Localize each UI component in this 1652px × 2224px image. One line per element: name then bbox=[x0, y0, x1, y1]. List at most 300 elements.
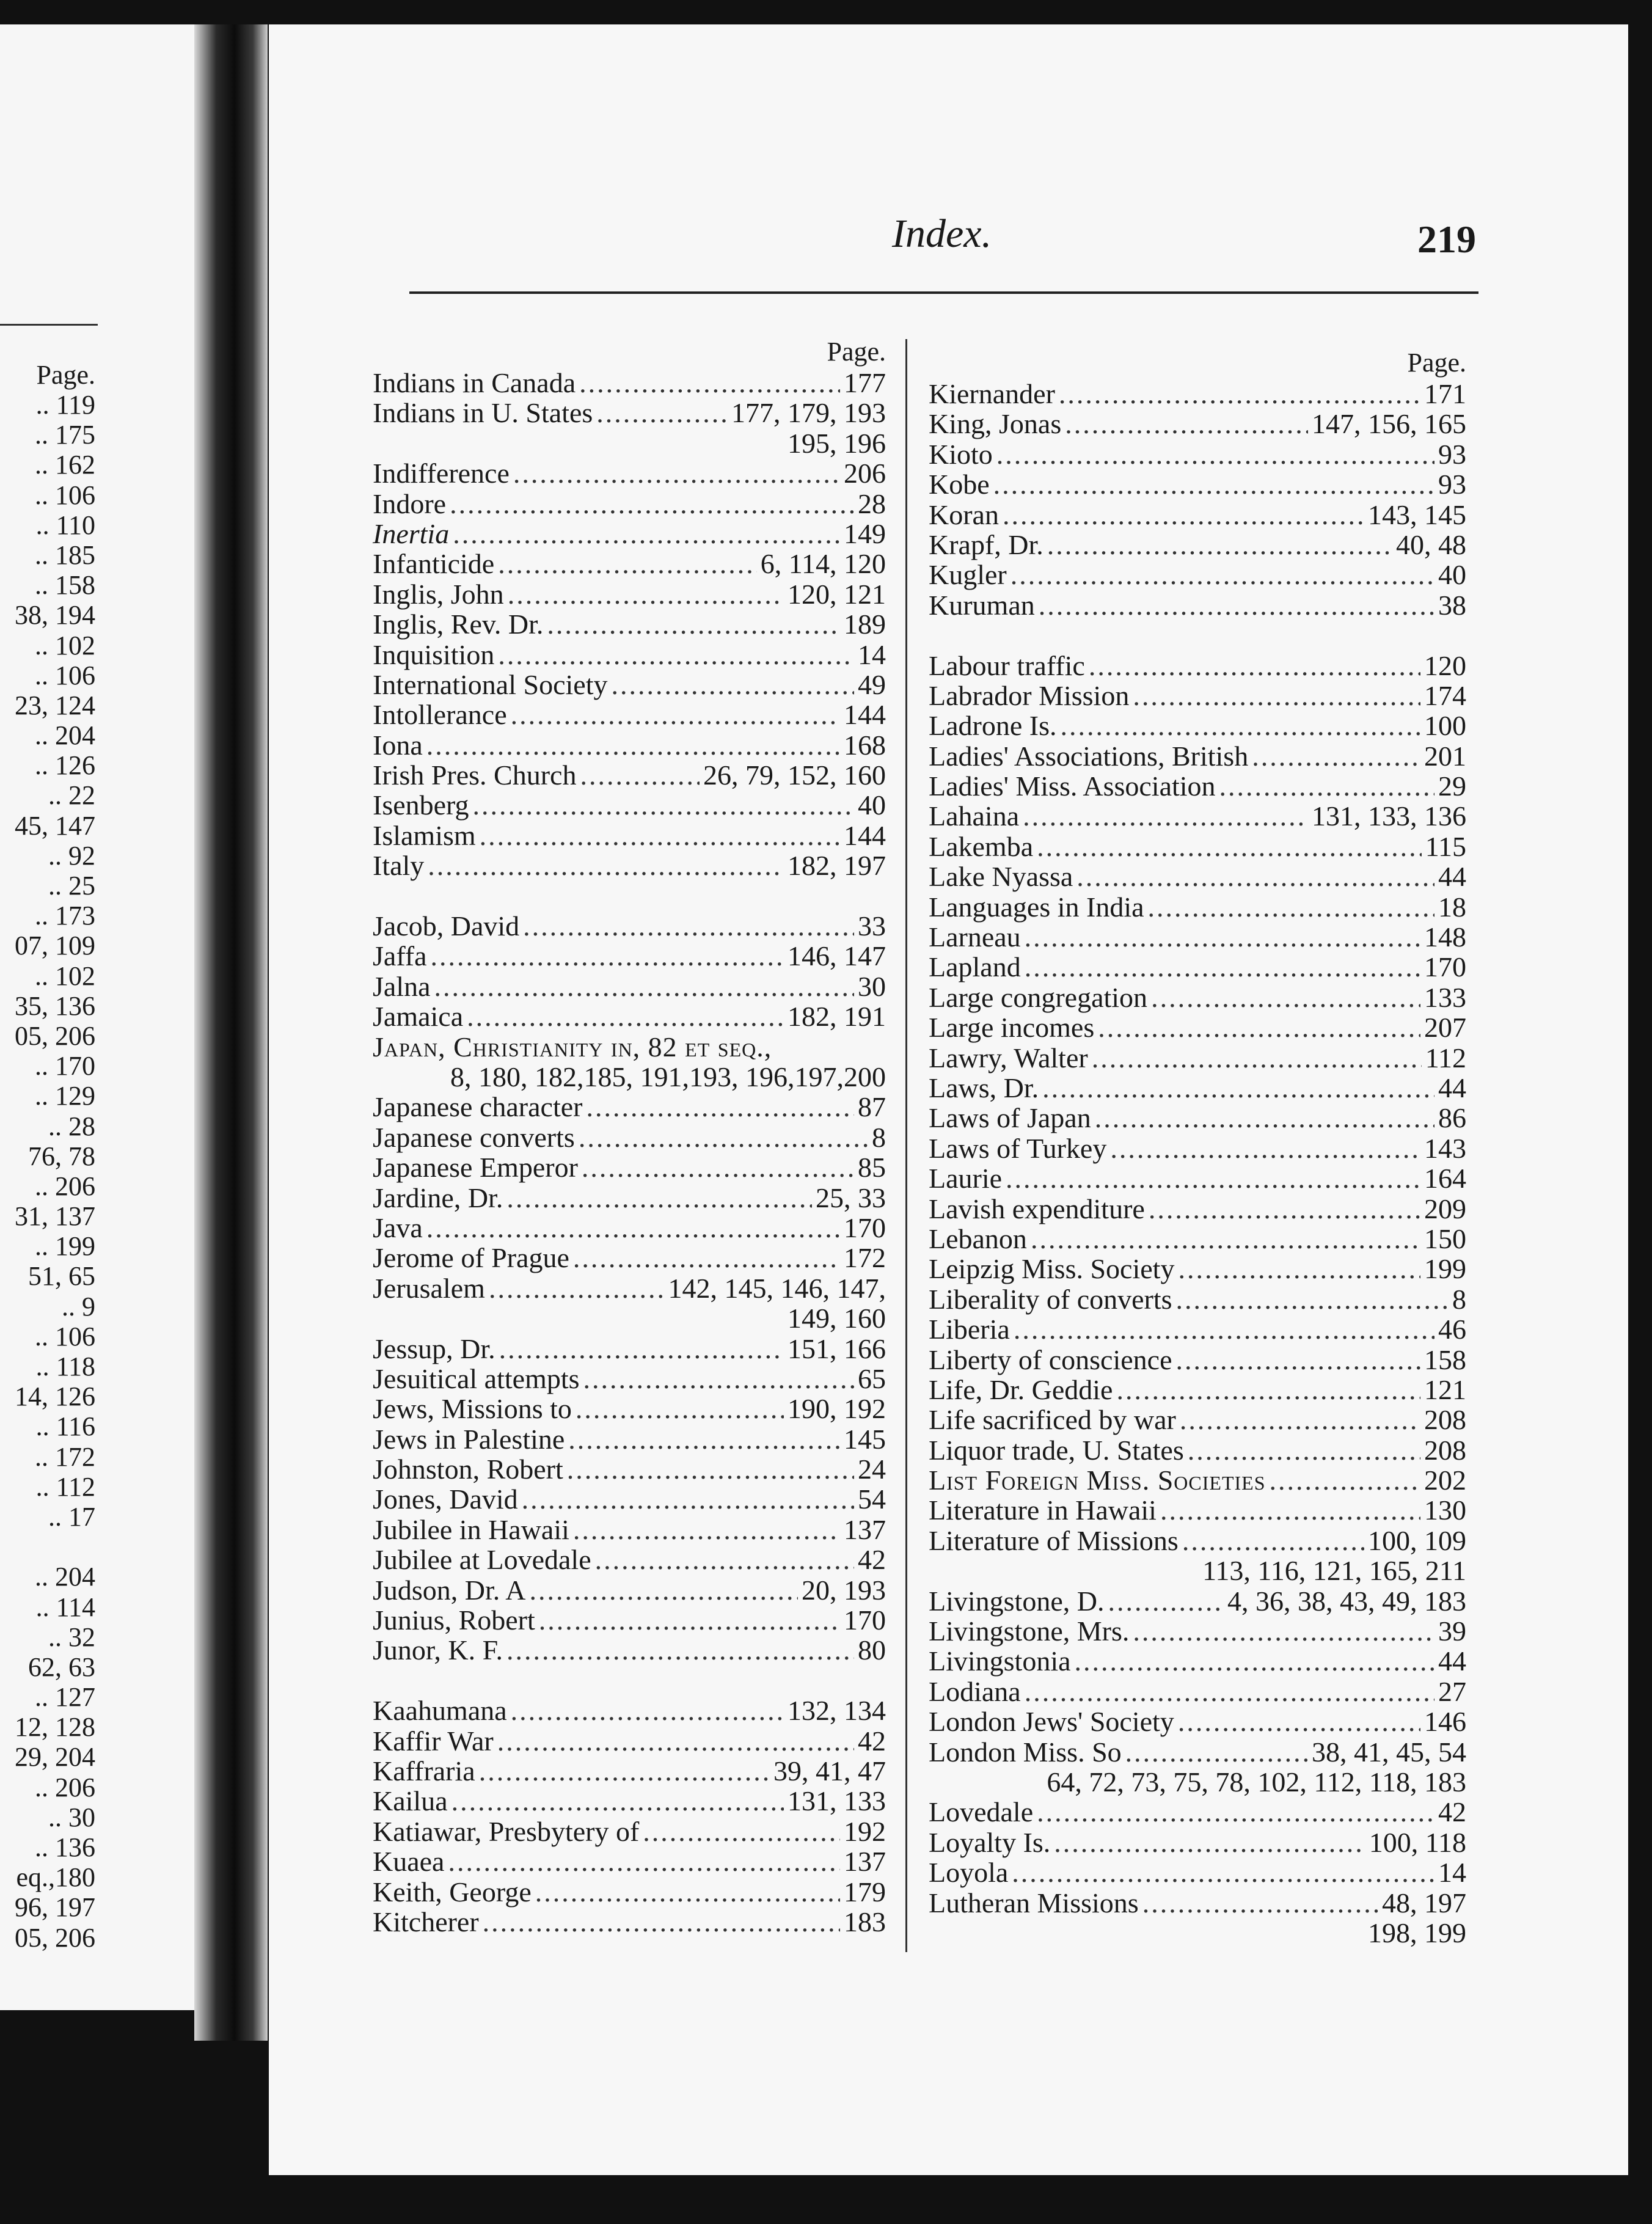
previous-page-number: .. 204 bbox=[35, 720, 95, 751]
index-entry bbox=[373, 640, 886, 670]
entry-pages: 44 bbox=[1438, 1645, 1466, 1677]
entry-term: Ladrone Is. bbox=[929, 710, 1057, 742]
previous-page-number: .. 185 bbox=[35, 540, 95, 570]
index-entry bbox=[373, 730, 886, 760]
entry-term: Katiawar, Presbytery of bbox=[373, 1815, 640, 1847]
previous-page-number: .. 32 bbox=[48, 1622, 95, 1652]
previous-page-number: .. 173 bbox=[35, 901, 95, 931]
index-entry bbox=[929, 1857, 1466, 1887]
index-entry bbox=[373, 1635, 886, 1665]
entry-term: King, Jonas bbox=[929, 408, 1062, 440]
index-column-left bbox=[373, 336, 886, 1937]
entry-pages: 195, 196 bbox=[788, 427, 886, 459]
index-entry bbox=[929, 711, 1466, 741]
entry-term: Kuruman bbox=[929, 589, 1035, 621]
index-page bbox=[269, 24, 1628, 2175]
index-entry bbox=[373, 1092, 886, 1122]
previous-page-number: .. 102 bbox=[35, 630, 95, 660]
dot-leader bbox=[580, 760, 700, 790]
dot-leader bbox=[1270, 1465, 1421, 1495]
entry-term: Junius, Robert bbox=[373, 1604, 535, 1636]
dot-leader bbox=[1133, 1616, 1435, 1646]
index-entry bbox=[373, 1152, 886, 1182]
index-entry bbox=[373, 1001, 886, 1031]
previous-page-number: .. 126 bbox=[35, 750, 95, 781]
entry-term: Lakemba bbox=[929, 830, 1034, 862]
entry-term: Liberia bbox=[929, 1314, 1010, 1345]
entry-pages: 144 bbox=[844, 819, 886, 851]
index-entry bbox=[373, 579, 886, 609]
index-entry bbox=[373, 1122, 886, 1152]
entry-pages: 85 bbox=[858, 1152, 886, 1183]
entry-term: Liquor trade, U. States bbox=[929, 1434, 1184, 1466]
dot-leader bbox=[535, 1877, 840, 1907]
index-entry bbox=[929, 1314, 1466, 1344]
dot-leader bbox=[428, 850, 784, 880]
index-entry bbox=[373, 1032, 886, 1062]
index-entry bbox=[929, 469, 1466, 499]
entry-pages: 149, 160 bbox=[788, 1303, 886, 1334]
dot-leader bbox=[506, 1635, 854, 1665]
index-entry bbox=[929, 1526, 1466, 1556]
index-entry bbox=[373, 1726, 886, 1756]
index-entry bbox=[929, 590, 1466, 620]
dot-leader bbox=[1089, 651, 1420, 681]
entry-pages: 29 bbox=[1438, 770, 1466, 802]
entry-pages: 115 bbox=[1425, 830, 1466, 862]
entry-term: Jerusalem bbox=[373, 1272, 485, 1304]
entry-term: Kaffir War bbox=[373, 1725, 494, 1757]
previous-page-number: .. 106 bbox=[35, 1321, 95, 1352]
dot-leader bbox=[426, 1213, 840, 1243]
entry-term: London Miss. So bbox=[929, 1736, 1122, 1768]
index-entry bbox=[373, 670, 886, 700]
index-entry bbox=[929, 1345, 1466, 1375]
dot-leader bbox=[1175, 1345, 1420, 1375]
entry-pages: 206 bbox=[844, 458, 886, 489]
index-entry bbox=[373, 700, 886, 730]
entry-term: List Foreign Miss. Societies bbox=[929, 1465, 1266, 1496]
entry-pages: 40 bbox=[1438, 559, 1466, 591]
index-entry-continuation bbox=[373, 428, 886, 458]
index-entry bbox=[373, 760, 886, 790]
entry-term: Laws of Japan bbox=[929, 1102, 1091, 1134]
dot-leader bbox=[499, 1334, 784, 1364]
entry-pages: 33 bbox=[858, 910, 886, 942]
entry-term: Jaffa bbox=[373, 940, 427, 972]
index-entry bbox=[373, 790, 886, 820]
entry-pages: 6, 114, 120 bbox=[760, 548, 886, 580]
dot-leader bbox=[489, 1273, 665, 1303]
entry-pages: 86 bbox=[1438, 1102, 1466, 1134]
index-entry bbox=[929, 892, 1466, 922]
entry-pages: 39, 41, 47 bbox=[773, 1755, 886, 1787]
entry-term: Lebanon bbox=[929, 1223, 1027, 1254]
entry-term: Languages in India bbox=[929, 891, 1144, 923]
index-entry bbox=[373, 1695, 886, 1725]
dot-leader bbox=[586, 1092, 854, 1122]
index-entry bbox=[929, 1284, 1466, 1314]
index-entry bbox=[373, 1273, 886, 1303]
entry-pages: 14 bbox=[858, 638, 886, 670]
entry-pages: 49 bbox=[858, 668, 886, 700]
entry-pages: 170 bbox=[844, 1604, 886, 1636]
entry-term: Literature in Hawaii bbox=[929, 1494, 1157, 1526]
entry-term: Lovedale bbox=[929, 1796, 1034, 1828]
entry-term: Kobe bbox=[929, 469, 990, 500]
dot-leader bbox=[1065, 409, 1308, 439]
entry-term: Kiernander bbox=[929, 378, 1055, 409]
entry-term: Large incomes bbox=[929, 1012, 1095, 1044]
entry-term: Large congregation bbox=[929, 981, 1148, 1013]
entry-term: Loyola bbox=[929, 1857, 1009, 1889]
entry-pages: 38 bbox=[1438, 589, 1466, 621]
index-entry bbox=[929, 922, 1466, 952]
entry-term: Islamism bbox=[373, 819, 476, 851]
dot-leader bbox=[508, 579, 784, 609]
entry-pages: 170 bbox=[1424, 951, 1466, 983]
index-entry bbox=[373, 1454, 886, 1484]
entry-term: Jardine, Dr. bbox=[373, 1182, 503, 1213]
entry-pages: 100, 109 bbox=[1368, 1524, 1466, 1556]
entry-term: Japanese converts bbox=[373, 1121, 575, 1153]
previous-page-number: .. 22 bbox=[48, 780, 95, 811]
index-entry bbox=[929, 1616, 1466, 1646]
index-entry bbox=[373, 1545, 886, 1575]
index-entry bbox=[929, 861, 1466, 891]
dot-leader bbox=[506, 1183, 812, 1213]
entry-term: Literature of Missions bbox=[929, 1524, 1179, 1556]
entry-pages: 93 bbox=[1438, 438, 1466, 470]
entry-pages: 100, 118 bbox=[1369, 1826, 1466, 1858]
entry-term: Lake Nyassa bbox=[929, 861, 1073, 893]
entry-term: Livingstone, Mrs. bbox=[929, 1615, 1130, 1647]
entry-term: Indifference bbox=[373, 458, 510, 489]
entry-term: Jubilee at Lovedale bbox=[373, 1544, 591, 1576]
entry-pages: 44 bbox=[1438, 861, 1466, 893]
entry-pages: 131, 133, 136 bbox=[1312, 800, 1466, 832]
dot-leader bbox=[547, 609, 840, 639]
entry-term: Infanticide bbox=[373, 548, 495, 580]
dot-leader bbox=[1151, 982, 1420, 1012]
entry-pages: 14 bbox=[1438, 1857, 1466, 1889]
entry-term: Life, Dr. Geddie bbox=[929, 1374, 1113, 1405]
dot-leader bbox=[1037, 832, 1422, 861]
entry-term: Kioto bbox=[929, 438, 993, 470]
entry-term: Irish Pres. Church bbox=[373, 759, 577, 791]
entry-pages: 44 bbox=[1438, 1072, 1466, 1103]
index-entry bbox=[929, 1405, 1466, 1435]
index-entry bbox=[929, 1797, 1466, 1827]
index-entry bbox=[373, 1484, 886, 1514]
index-entry bbox=[929, 1827, 1466, 1857]
index-entry-continuation bbox=[929, 1767, 1466, 1797]
previous-page-number: 29, 204 bbox=[15, 1742, 95, 1772]
entry-pages: 177 bbox=[844, 367, 886, 398]
entry-pages: 24 bbox=[858, 1454, 886, 1485]
entry-pages: 209 bbox=[1424, 1193, 1466, 1224]
entry-pages: 30 bbox=[858, 970, 886, 1002]
previous-page-number: .. 172 bbox=[35, 1441, 95, 1472]
previous-page-number: .. 199 bbox=[35, 1231, 95, 1262]
entry-term: Labrador Mission bbox=[929, 679, 1130, 711]
dot-leader bbox=[583, 1364, 854, 1394]
entry-term: International Society bbox=[373, 668, 608, 700]
previous-page-number: .. 116 bbox=[35, 1411, 95, 1442]
dot-leader bbox=[1076, 861, 1435, 891]
entry-term: Laws, Dr. bbox=[929, 1072, 1039, 1103]
index-entry bbox=[373, 1877, 886, 1907]
index-entry bbox=[929, 1375, 1466, 1405]
entry-pages: 46 bbox=[1438, 1314, 1466, 1345]
index-entry bbox=[929, 1586, 1466, 1616]
index-entry bbox=[929, 1888, 1466, 1918]
dot-leader bbox=[451, 1786, 784, 1816]
index-entry bbox=[373, 971, 886, 1001]
previous-page-number: .. 106 bbox=[35, 480, 95, 510]
index-entry-continuation bbox=[373, 1062, 886, 1092]
dot-leader bbox=[1148, 892, 1435, 922]
index-entry bbox=[373, 489, 886, 519]
previous-page-number: .. 206 bbox=[35, 1171, 95, 1201]
entry-pages: 143 bbox=[1424, 1132, 1466, 1164]
index-entry bbox=[929, 982, 1466, 1012]
previous-page-number: .. 112 bbox=[35, 1471, 95, 1502]
entry-pages: 177, 179, 193 bbox=[731, 397, 886, 429]
entry-pages: 148 bbox=[1424, 921, 1466, 953]
entry-pages: 120, 121 bbox=[788, 578, 886, 610]
entry-pages: 179 bbox=[844, 1876, 886, 1908]
entry-pages: 164 bbox=[1424, 1163, 1466, 1194]
section-gap bbox=[373, 1666, 886, 1695]
dot-leader bbox=[539, 1605, 840, 1635]
entry-pages: 42 bbox=[858, 1544, 886, 1576]
entry-pages: 87 bbox=[858, 1091, 886, 1123]
column-header-right: Page. bbox=[1407, 348, 1466, 378]
entry-pages: 151, 166 bbox=[788, 1333, 886, 1364]
entry-term: Jews, Missions to bbox=[373, 1393, 572, 1425]
dot-leader bbox=[1125, 1737, 1308, 1767]
running-title: Index. bbox=[892, 211, 992, 256]
entry-term: Jacob, David bbox=[373, 910, 520, 942]
entry-pages: 208 bbox=[1424, 1434, 1466, 1466]
entry-pages: 198, 199 bbox=[1368, 1917, 1466, 1948]
dot-leader bbox=[573, 1243, 840, 1273]
entry-pages: 158 bbox=[1424, 1344, 1466, 1375]
entry-term: Inquisition bbox=[373, 638, 495, 670]
entry-pages: 146 bbox=[1424, 1706, 1466, 1738]
index-entry bbox=[929, 409, 1466, 439]
dot-leader bbox=[1047, 530, 1392, 560]
header-rule bbox=[409, 291, 1478, 294]
dot-leader bbox=[434, 971, 854, 1001]
entry-pages: 100 bbox=[1424, 710, 1466, 742]
index-entry bbox=[929, 1163, 1466, 1193]
dot-leader bbox=[1012, 1857, 1435, 1887]
entry-list-right bbox=[929, 379, 1466, 1948]
index-entry bbox=[929, 651, 1466, 681]
entry-pages: 93 bbox=[1438, 469, 1466, 500]
entry-term: Laws of Turkey bbox=[929, 1132, 1107, 1164]
entry-term: Kugler bbox=[929, 559, 1007, 591]
previous-page-number: 23, 124 bbox=[15, 690, 95, 720]
index-entry bbox=[373, 1364, 886, 1394]
dot-leader bbox=[453, 519, 840, 549]
entry-pages: 183 bbox=[844, 1906, 886, 1937]
entry-pages: 113, 116, 121, 165, 211 bbox=[1202, 1555, 1466, 1587]
previous-page-number: .. 118 bbox=[35, 1352, 95, 1381]
index-entry-continuation bbox=[929, 1918, 1466, 1948]
dot-leader bbox=[1092, 1043, 1422, 1073]
entry-pages: 39 bbox=[1438, 1615, 1466, 1647]
dot-leader bbox=[579, 1122, 868, 1152]
entry-pages: 137 bbox=[844, 1846, 886, 1878]
index-entry bbox=[929, 681, 1466, 711]
column-divider bbox=[905, 339, 907, 1952]
dot-leader bbox=[450, 489, 854, 519]
entry-pages: 8 bbox=[872, 1121, 886, 1153]
previous-page-number: eq.,180 bbox=[16, 1862, 95, 1893]
entry-term: Life sacrificed by war bbox=[929, 1404, 1176, 1436]
entry-pages: 25, 33 bbox=[816, 1182, 886, 1213]
entry-term: Italy bbox=[373, 850, 425, 882]
dot-leader bbox=[579, 368, 840, 398]
entry-term: Japanese Emperor bbox=[373, 1152, 578, 1183]
entry-term: Kaffraria bbox=[373, 1755, 475, 1787]
entry-term: Inglis, John bbox=[373, 578, 504, 610]
entry-list-left bbox=[373, 368, 886, 1937]
entry-pages: 112 bbox=[1425, 1042, 1466, 1074]
index-entry bbox=[373, 1907, 886, 1937]
entry-pages: 20, 193 bbox=[802, 1574, 886, 1606]
entry-term: Laurie bbox=[929, 1163, 1003, 1194]
entry-term: Judson, Dr. A bbox=[373, 1574, 526, 1606]
previous-page-number: .. 25 bbox=[48, 871, 95, 901]
index-entry bbox=[929, 530, 1466, 560]
entry-pages: 208 bbox=[1424, 1404, 1466, 1436]
index-entry bbox=[373, 1816, 886, 1846]
dot-leader bbox=[1252, 741, 1420, 771]
entry-term: Java bbox=[373, 1212, 423, 1243]
dot-leader bbox=[1039, 590, 1435, 620]
entry-pages: 149 bbox=[844, 518, 886, 549]
entry-term: Iona bbox=[373, 729, 423, 761]
entry-pages: 40, 48 bbox=[1396, 529, 1466, 560]
page-number: 219 bbox=[1417, 218, 1476, 261]
dot-leader bbox=[1133, 681, 1420, 711]
index-entry bbox=[929, 500, 1466, 530]
dot-leader bbox=[1149, 1194, 1420, 1224]
entry-term: Labour traffic bbox=[929, 649, 1085, 681]
index-entry bbox=[929, 1465, 1466, 1495]
previous-page-header: Page. bbox=[36, 360, 95, 390]
previous-page-number: .. 127 bbox=[35, 1682, 95, 1713]
previous-page-number: 31, 137 bbox=[15, 1201, 95, 1232]
dot-leader bbox=[479, 1756, 770, 1786]
entry-pages: 145 bbox=[844, 1423, 886, 1455]
dot-leader bbox=[1182, 1526, 1364, 1556]
dot-leader bbox=[513, 458, 840, 488]
dot-leader bbox=[1188, 1435, 1420, 1465]
section-gap bbox=[373, 881, 886, 911]
dot-leader bbox=[480, 821, 840, 850]
dot-leader bbox=[448, 1846, 840, 1876]
entry-term: Kitcherer bbox=[373, 1906, 479, 1937]
entry-pages: 8, 180, 182,185, 191,193, 196,197,200 bbox=[450, 1061, 886, 1092]
previous-page-number: .. 136 bbox=[35, 1832, 95, 1862]
entry-term: Junor, K. F. bbox=[373, 1634, 503, 1666]
entry-term: Ladies' Miss. Association bbox=[929, 770, 1216, 802]
entry-term: Koran bbox=[929, 499, 999, 530]
index-entry bbox=[373, 1756, 886, 1786]
previous-page-number: 14, 126 bbox=[15, 1381, 95, 1412]
dot-leader bbox=[1142, 1888, 1378, 1918]
entry-pages: 150 bbox=[1424, 1223, 1466, 1254]
dot-leader bbox=[1054, 1827, 1365, 1857]
index-entry bbox=[929, 952, 1466, 982]
index-entry bbox=[373, 1605, 886, 1635]
index-entry bbox=[373, 519, 886, 549]
dot-leader bbox=[1116, 1375, 1420, 1405]
previous-page-number: .. 119 bbox=[35, 390, 95, 420]
previous-page-number: 76, 78 bbox=[28, 1141, 95, 1171]
entry-pages: 27 bbox=[1438, 1675, 1466, 1707]
book-spine bbox=[194, 24, 268, 2041]
previous-page-number: .. 114 bbox=[35, 1592, 95, 1622]
dot-leader bbox=[1110, 1133, 1420, 1163]
entry-term: Inertia bbox=[373, 518, 450, 549]
index-entry bbox=[929, 1646, 1466, 1676]
dot-leader bbox=[643, 1816, 840, 1846]
index-entry bbox=[373, 1786, 886, 1816]
dot-leader bbox=[1025, 1677, 1435, 1706]
previous-page-number: .. 17 bbox=[48, 1501, 95, 1532]
index-entry bbox=[929, 1012, 1466, 1042]
previous-page-number: .. 28 bbox=[48, 1111, 95, 1141]
index-entry bbox=[929, 439, 1466, 469]
entry-pages: 48, 197 bbox=[1382, 1887, 1466, 1919]
entry-pages: 132, 134 bbox=[788, 1695, 886, 1727]
index-entry bbox=[373, 850, 886, 880]
entry-term: Jubilee in Hawaii bbox=[373, 1513, 569, 1545]
entry-pages: 80 bbox=[858, 1634, 886, 1666]
index-entry bbox=[373, 941, 886, 971]
index-entry-continuation bbox=[929, 1556, 1466, 1586]
entry-pages: 121 bbox=[1424, 1374, 1466, 1405]
entry-pages: 144 bbox=[844, 699, 886, 731]
dot-leader bbox=[1003, 500, 1364, 530]
entry-pages: 171 bbox=[1424, 378, 1466, 409]
entry-pages: 120 bbox=[1424, 649, 1466, 681]
entry-term: Lahaina bbox=[929, 800, 1020, 832]
entry-term: Ladies' Associations, British bbox=[929, 740, 1249, 772]
index-entry bbox=[929, 1706, 1466, 1736]
previous-page-number: 12, 128 bbox=[15, 1712, 95, 1743]
previous-page-number: 05, 206 bbox=[15, 1020, 95, 1051]
index-entry bbox=[929, 1103, 1466, 1133]
dot-leader bbox=[595, 1545, 854, 1575]
dot-leader bbox=[1108, 1586, 1224, 1616]
entry-pages: 168 bbox=[844, 729, 886, 761]
entry-term: Loyalty Is. bbox=[929, 1826, 1051, 1858]
entry-term: Japanese character bbox=[373, 1091, 583, 1123]
dot-leader bbox=[511, 700, 840, 730]
column-header-left: Page. bbox=[827, 337, 886, 367]
index-entry bbox=[373, 1394, 886, 1424]
entry-term: Jamaica bbox=[373, 1001, 464, 1033]
entry-term: Kuaea bbox=[373, 1846, 445, 1878]
index-entry bbox=[373, 1243, 886, 1273]
